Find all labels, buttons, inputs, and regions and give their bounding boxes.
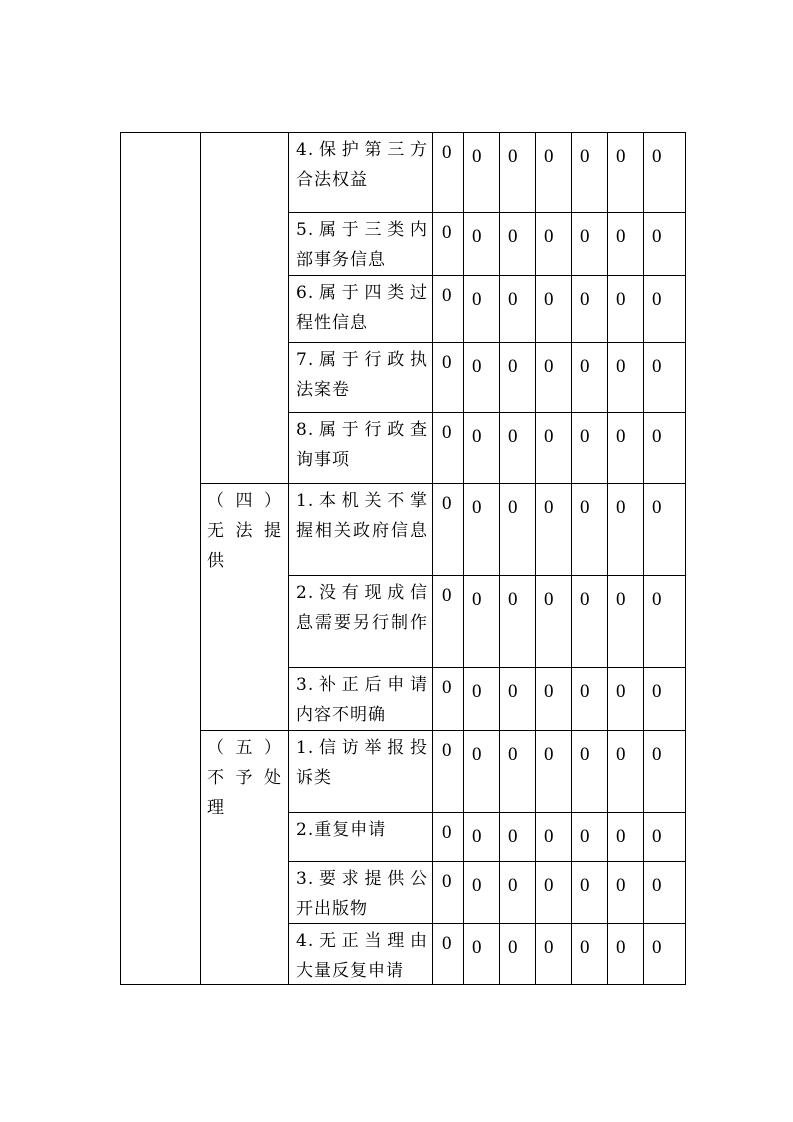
table-cell-value: 0 (508, 937, 518, 958)
table-cell-value: 0 (472, 937, 482, 958)
table-cell-value: 0 (580, 356, 590, 377)
table-cell-value: 0 (442, 422, 452, 443)
table-vertical-rule (643, 132, 644, 985)
table-vertical-rule (432, 132, 433, 985)
table-cell-value: 0 (580, 146, 590, 167)
table-cell-value: 0 (442, 677, 452, 698)
table-cell-value: 0 (616, 744, 626, 765)
row-reason-label: 2.重复申请 (296, 820, 387, 840)
table-cell-value: 0 (442, 585, 452, 606)
table-cell-value: 0 (508, 426, 518, 447)
table-cell-value: 0 (580, 826, 590, 847)
table-cell-value: 0 (616, 289, 626, 310)
group-label: （五） 不予处 理 (207, 738, 281, 818)
table-cell-value: 0 (544, 744, 554, 765)
table-cell-value: 0 (652, 226, 662, 247)
row-reason-label: 6.属于四类过 程性信息 (296, 283, 428, 333)
table-horizontal-rule (288, 667, 686, 668)
table-cell-value: 0 (544, 497, 554, 518)
table-cell-value: 0 (442, 493, 452, 514)
table-cell-value: 0 (442, 822, 452, 843)
table-vertical-rule (463, 132, 464, 985)
table-cell-value: 0 (442, 222, 452, 243)
table-cell-value: 0 (442, 352, 452, 373)
table-cell-value: 0 (508, 744, 518, 765)
table-cell-value: 0 (472, 681, 482, 702)
table-cell-value: 0 (616, 497, 626, 518)
row-reason-label: 4.无正当理由 大量反复申请 (296, 931, 428, 981)
table-cell-value: 0 (544, 681, 554, 702)
table-cell-value: 0 (442, 285, 452, 306)
table-horizontal-rule (288, 342, 686, 343)
table-cell-value: 0 (580, 744, 590, 765)
table-cell-value: 0 (472, 146, 482, 167)
table-cell-value: 0 (508, 226, 518, 247)
row-reason-label: 4.保护第三方 合法权益 (296, 140, 428, 190)
table-cell-value: 0 (442, 933, 452, 954)
table-cell-value: 0 (508, 681, 518, 702)
table-cell-value: 0 (472, 826, 482, 847)
table-horizontal-rule (288, 861, 686, 862)
table-cell-value: 0 (616, 875, 626, 896)
table-cell-value: 0 (508, 146, 518, 167)
table-cell-value: 0 (508, 826, 518, 847)
table-cell-value: 0 (544, 426, 554, 447)
table-cell-value: 0 (442, 740, 452, 761)
table-vertical-rule (535, 132, 536, 985)
table-cell-value: 0 (616, 826, 626, 847)
table-vertical-rule (200, 132, 201, 985)
row-reason-label: 1.信访举报投 诉类 (296, 738, 428, 788)
table-cell-value: 0 (652, 426, 662, 447)
table-vertical-rule (607, 132, 608, 985)
table-cell-value: 0 (652, 356, 662, 377)
table-cell-value: 0 (580, 289, 590, 310)
table-cell-value: 0 (616, 226, 626, 247)
table-cell-value: 0 (472, 356, 482, 377)
table-cell-value: 0 (472, 875, 482, 896)
table-vertical-rule (685, 132, 686, 985)
table-cell-value: 0 (508, 875, 518, 896)
table-cell-value: 0 (472, 426, 482, 447)
table-cell-value: 0 (652, 146, 662, 167)
table-cell-value: 0 (472, 289, 482, 310)
table-cell-value: 0 (442, 142, 452, 163)
row-reason-label: 1.本机关不掌 握相关政府信息 (296, 491, 428, 541)
table-cell-value: 0 (544, 589, 554, 610)
table-cell-value: 0 (580, 937, 590, 958)
row-reason-label: 8.属于行政查 询事项 (296, 420, 428, 470)
table-cell-value: 0 (544, 826, 554, 847)
table-cell-value: 0 (544, 356, 554, 377)
table-cell-value: 0 (508, 289, 518, 310)
row-reason-label: 3.要求提供公 开出版物 (296, 869, 428, 919)
table-cell-value: 0 (508, 497, 518, 518)
table-cell-value: 0 (652, 826, 662, 847)
table-cell-value: 0 (472, 744, 482, 765)
table-horizontal-rule (288, 412, 686, 413)
table-cell-value: 0 (580, 681, 590, 702)
table-horizontal-rule (288, 275, 686, 276)
table-cell-value: 0 (580, 497, 590, 518)
table-cell-value: 0 (544, 146, 554, 167)
table-horizontal-rule (200, 483, 686, 484)
table-cell-value: 0 (442, 871, 452, 892)
table-cell-value: 0 (652, 289, 662, 310)
table-cell-value: 0 (616, 937, 626, 958)
table-cell-value: 0 (580, 589, 590, 610)
row-reason-label: 5.属于三类内 部事务信息 (296, 220, 428, 270)
table-cell-value: 0 (616, 681, 626, 702)
table-cell-value: 0 (508, 589, 518, 610)
table-cell-value: 0 (616, 589, 626, 610)
table-horizontal-rule (288, 212, 686, 213)
statistics-table (120, 132, 686, 985)
table-horizontal-rule (200, 730, 686, 731)
table-vertical-rule (499, 132, 500, 985)
table-cell-value: 0 (652, 937, 662, 958)
table-horizontal-rule (288, 923, 686, 924)
table-cell-value: 0 (652, 497, 662, 518)
table-cell-value: 0 (652, 875, 662, 896)
table-cell-value: 0 (544, 289, 554, 310)
table-cell-value: 0 (544, 226, 554, 247)
table-cell-value: 0 (616, 426, 626, 447)
table-cell-value: 0 (652, 681, 662, 702)
table-cell-value: 0 (508, 356, 518, 377)
table-horizontal-rule (288, 812, 686, 813)
table-cell-value: 0 (580, 875, 590, 896)
table-cell-value: 0 (472, 589, 482, 610)
table-cell-value: 0 (472, 226, 482, 247)
table-vertical-rule (120, 132, 121, 985)
table-vertical-rule (288, 132, 289, 985)
table-cell-value: 0 (652, 744, 662, 765)
row-reason-label: 3.补正后申请 内容不明确 (296, 675, 428, 725)
table-cell-value: 0 (580, 226, 590, 247)
table-cell-value: 0 (544, 937, 554, 958)
table-horizontal-rule (120, 132, 686, 133)
table-cell-value: 0 (580, 426, 590, 447)
table-cell-value: 0 (616, 356, 626, 377)
row-reason-label: 2.没有现成信 息需要另行制作 (296, 583, 428, 633)
group-label: （四） 无法提 供 (207, 491, 281, 571)
table-cell-value: 0 (472, 497, 482, 518)
row-reason-label: 7.属于行政执 法案卷 (296, 350, 428, 400)
table-horizontal-rule (288, 575, 686, 576)
table-cell-value: 0 (652, 589, 662, 610)
table-cell-value: 0 (544, 875, 554, 896)
table-vertical-rule (571, 132, 572, 985)
table-cell-value: 0 (616, 146, 626, 167)
